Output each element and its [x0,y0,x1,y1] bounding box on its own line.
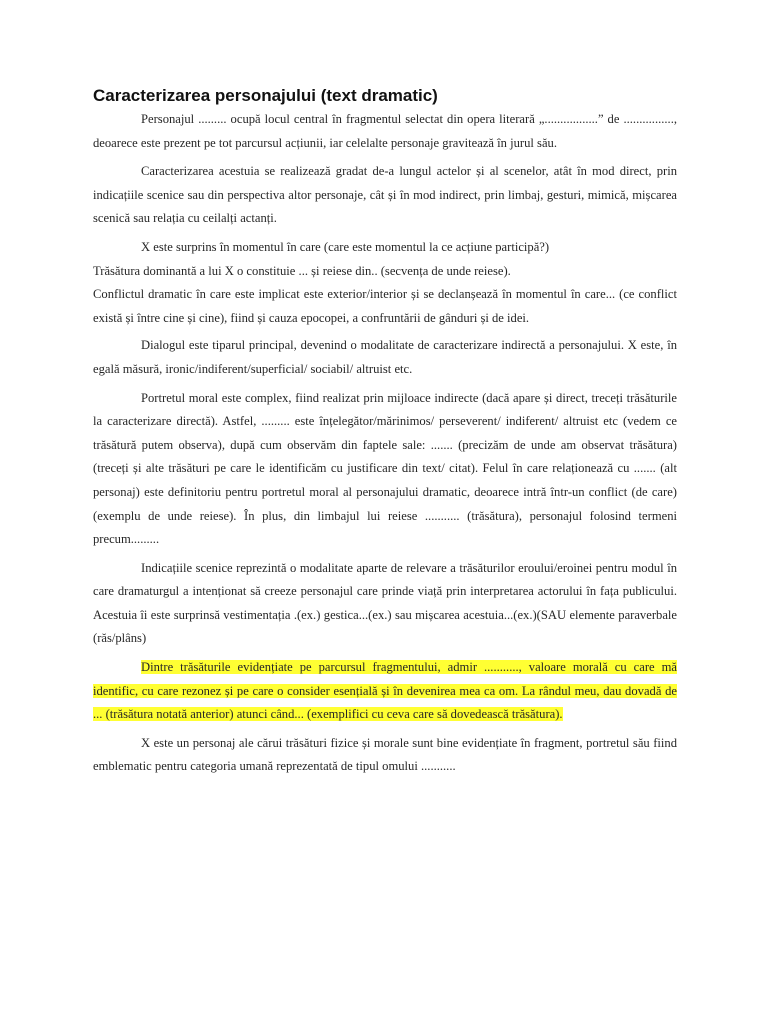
paragraph-moment: X este surprins în momentul în care (care este momentul la ce acțiune participă?) [141,239,550,254]
paragraph-dominant-trait: Trăsătura dominantă a lui X o constituie ... și reiese din.. (secvența de unde reiese). [93,263,511,278]
paragraph-dialogue: Dialogul este tiparul principal, devenind o modalitate de caracterizare indirectă a personajului. X este, în egală măsură, ironic/indiferent/superficial/ sociabil/ altruist etc. [93,338,677,376]
paragraph-moral-portrait: Portretul moral este complex, fiind realizat prin mijloace indirecte (dacă apare și direct, treceți trăsăturile la caracterizare directă). Astfel, ......... este înțelegător/mărinimos/ perseverent/ indiferent/ altruist etc (vedem ce trăsătură putem observa), după cum observăm din faptele sale: ....... (precizăm de unde am observat trăsătura) (treceți și alte trăsături pe care le identificăm cu justificare din text/ citat). Felul în care relaționează cu ....... (alt personaj) este definitoriu pentru portretul moral al personajului dramatic, deoarece intră într-un conflict (de care) (exemplu de unde reiese). În plus, din limbajul lui reiese ........... (trăsătura), personajul folosind termeni precum......... [93,390,677,547]
paragraph-conclusion: X este un personaj ale cărui trăsături fizice și morale sunt bine evidențiate în fragment, portretul său fiind emblematic pentru categoria umană reprezentată de tipul omului ........... [93,735,677,774]
paragraph-stage-directions: Indicațiile scenice reprezintă o modalitate aparte de relevare a trăsăturilor eroului/eroinei pentru modul în care dramaturgul a intenționat să creeze personajul care prinde viață prin interpretarea actorului în fața publicului. Acestuia îi este surprinsă vestimentația .(ex.) gestica...(ex.) sau mișcarea acestuia...(ex.)(SAU elemente paraverbale (răs/plâns) [93,560,677,646]
page-title: Caracterizarea personajului (text dramatic) [93,86,438,105]
paragraph-conflict: Conflictul dramatic în care este implicat este exterior/interior și se declanșează în momentul în care... (ce conflict există și între cine și cine), fiind și cauza epocopei, a confruntării de gânduri și de idei. [93,287,677,325]
paragraph-characterization-method: Caracterizarea acestuia se realizează gradat de-a lungul actelor și al scenelor, atât în mod direct, prin indicațiile scenice sau din perspectiva altor personaje, cât și în mod indirect, prin limbaj, gesturi, mimică, mișcarea scenică sau relația cu ceilalți actanți. [93,164,677,226]
document-body [93,108,677,784]
paragraph-personal-opinion [93,656,677,727]
highlighted-text: Dintre trăsăturile evidențiate pe parcursul fragmentului, admir ..........., valoare morală cu care mă identific, cu care rezonez și pe care o consider esențială și în devenirea mea ca om. La rândul meu, dau dovadă de ... (trăsătura notată anterior) atunci când... (exemplifici cu ceva care să dovedească trăsătura). [93,660,677,722]
paragraph-introduction: Personajul ......... ocupă locul central în fragmentul selectat din opera literară „.................” de ................, deoarece este prezent pe tot parcursul acțiunii, iar celelalte personaje gravitează în jurul său. [93,112,677,150]
